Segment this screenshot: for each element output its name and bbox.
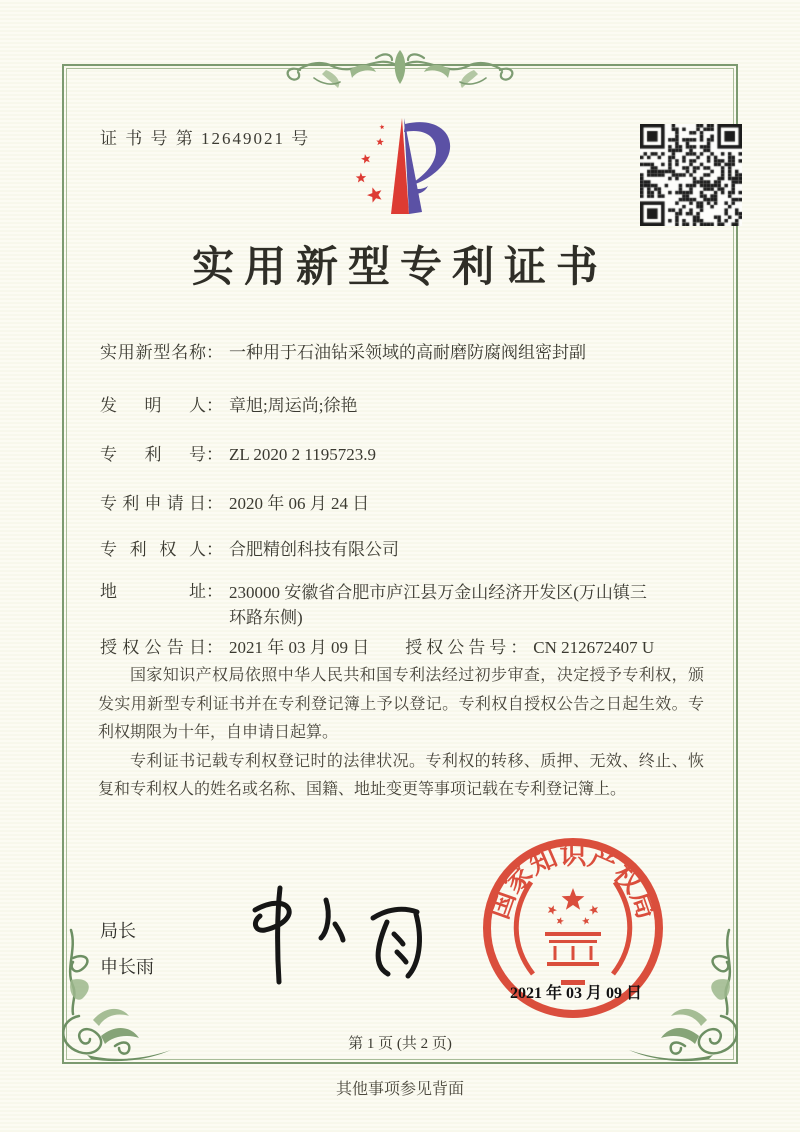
field-label: 发明人 <box>100 396 206 415</box>
field-value-grant-date: 2021 年 03 月 09 日 <box>229 638 370 657</box>
field-colon: ： <box>206 540 223 559</box>
field-value-utility-model-name: 一种用于石油钻采领域的高耐磨防腐阀组密封副 <box>229 343 586 362</box>
legal-text-block <box>98 662 704 805</box>
field-row-name <box>100 341 704 365</box>
field-colon: ： <box>206 494 223 513</box>
field-row-inventors <box>100 394 704 418</box>
director-name: 申长雨 <box>100 957 154 977</box>
director-title: 局长 <box>100 921 136 941</box>
star-shape <box>356 173 367 183</box>
field-value-inventors: 章旭;周运尚;徐艳 <box>229 396 358 415</box>
field-colon: ： <box>510 638 528 657</box>
seal-text: 国家知识产权局 <box>483 839 663 923</box>
field-value-address: 230000 安徽省合肥市庐江县万金山经济开发区(万山镇三环路东侧) <box>229 583 647 627</box>
other-matters-note: 其他事项参见背面 <box>335 1081 464 1098</box>
legal-paragraph-1: 国家知识产权局依照中华人民共和国专利法经过初步审查，决定授予专利权，颁发实用新型专利证书并在专利登记簿上予以登记。专利权自授权公告之日起生效。专利权期限为十年，自申请日起算。 <box>98 667 704 741</box>
certificate-number: 证 书 号 第 12649021 号 <box>100 129 311 148</box>
field-value-patent-number: ZL 2020 2 1195723.9 <box>229 445 377 464</box>
grant-number-pair <box>405 636 654 660</box>
star-shape <box>557 917 564 925</box>
director-signature-icon <box>225 872 435 990</box>
field-colon: ： <box>206 445 223 464</box>
svg-text:国家知识产权局 <box>484 840 663 923</box>
field-row-patentee <box>100 538 704 562</box>
field-row-address <box>100 580 704 630</box>
field-colon: ： <box>206 582 223 601</box>
field-colon: ： <box>206 638 223 657</box>
field-row-patent-number <box>100 443 704 467</box>
field-colon: ： <box>206 343 223 362</box>
field-value-filing-date: 2020 年 06 月 24 日 <box>229 494 370 513</box>
field-colon: ： <box>206 396 223 415</box>
field-label: 专利申请日 <box>100 494 206 513</box>
field-label: 授权公告日 <box>100 638 206 657</box>
star-shape <box>548 905 557 915</box>
legal-paragraph-2: 专利证书记载专利权登记时的法律状况。专利权的转移、质押、无效、终止、恢复和专利权人的姓名或名称、国籍、地址变更等事项记载在专利登记簿上。 <box>98 752 704 798</box>
field-label: 专利号 <box>100 445 206 464</box>
cnipa-logo-icon <box>338 112 468 222</box>
certificate-fields <box>100 341 704 660</box>
certificate-title: 实用新型专利证书 <box>191 245 608 291</box>
qr-code <box>640 124 742 226</box>
star-shape <box>589 905 598 915</box>
field-row-filing-date <box>100 492 704 516</box>
field-value-patentee: 合肥精创科技有限公司 <box>229 540 399 559</box>
field-label: 授权公告号 <box>405 638 511 657</box>
field-label: 实用新型名称 <box>100 343 206 362</box>
star-shape <box>367 187 382 202</box>
seal-date: 2021 年 03 月 09 日 <box>509 985 642 1002</box>
field-label: 专利权人 <box>100 540 206 559</box>
field-value-grant-number: CN 212672407 U <box>533 638 655 657</box>
page-number: 第 1 页 (共 2 页) <box>348 1036 452 1052</box>
director-block <box>100 913 154 985</box>
star-shape <box>379 124 384 129</box>
field-label: 地址 <box>100 582 206 601</box>
star-shape <box>562 888 585 910</box>
star-shape <box>361 154 370 164</box>
star-shape <box>582 917 589 925</box>
star-shape <box>376 138 384 145</box>
top-border-flourish-ornament <box>280 44 520 90</box>
field-row-grant <box>100 636 704 660</box>
